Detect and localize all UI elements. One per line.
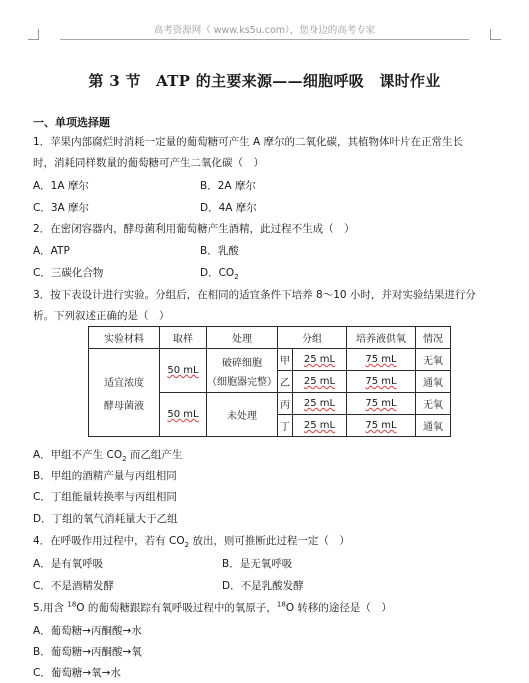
- table-header-row: [89, 327, 451, 349]
- q3-option-a: A．甲组不产生 $CO_2$ 而乙组产生: [33, 449, 183, 464]
- q1-option-b: B．2A 摩尔: [200, 180, 256, 192]
- oxygen-condition: 无氧: [416, 349, 451, 371]
- th-material: 实验材料: [89, 327, 160, 349]
- q1-stem-line1: 1．苹果内部腐烂时消耗一定量的葡萄糖可产生 A 摩尔的二氧化碳，其植物体叶片在正常生长: [33, 136, 464, 148]
- experiment-table: [88, 326, 451, 437]
- q2-option-d: D．$CO_2$: [200, 267, 239, 282]
- th-group: 分组: [278, 327, 347, 349]
- group-label: 甲: [278, 349, 293, 371]
- medium-volume: 75 mL: [347, 349, 416, 371]
- section-heading: 一、单项选择题: [33, 116, 110, 129]
- material-line2: 酵母菌液: [104, 400, 144, 412]
- group-label: 丁: [278, 415, 293, 437]
- q2-option-b: B．乳酸: [200, 245, 239, 257]
- q2-option-a: A．ATP: [33, 245, 70, 257]
- process-1-line1: 破碎细胞: [222, 357, 262, 369]
- q5-stem: 5.用含 $^{18}$O 的葡萄糖跟踪有氧呼吸过程中的氧原子，$^{18}$O 转移的途径是（ ）: [33, 600, 392, 614]
- q4-option-b: B．是无氧呼吸: [222, 558, 293, 570]
- oxygen-condition: 无氧: [416, 393, 451, 415]
- q3-option-d: D．丁组的氧气消耗量大于乙组: [33, 513, 178, 525]
- q2-stem: 2．在密闭容器内，酵母菌利用葡萄糖产生酒精，此过程不生成（ ）: [33, 223, 355, 235]
- group-volume: 25 mL: [293, 415, 347, 437]
- th-process: 处理: [207, 327, 278, 349]
- q5-option-a: A．葡萄糖→丙酮酸→水: [33, 625, 142, 637]
- table-row: [89, 349, 451, 371]
- q4-stem: 4．在呼吸作用过程中，若有 $CO_2$ 放出，则可推断此过程一定（ ）: [33, 535, 350, 550]
- medium-volume: 75 mL: [347, 393, 416, 415]
- th-oxygen-supply: 培养液供氧: [347, 327, 416, 349]
- q3-option-c: C．丁组能量转换率与丙组相同: [33, 491, 177, 503]
- q3-option-b: B．甲组的酒精产量与丙组相同: [33, 470, 177, 482]
- q1-option-c: C．3A 摩尔: [33, 202, 90, 214]
- q5-option-b: B．葡萄糖→丙酮酸→氧: [33, 646, 142, 658]
- oxygen-condition: 通氧: [416, 371, 451, 393]
- group-volume: 25 mL: [293, 349, 347, 371]
- medium-volume: 75 mL: [347, 415, 416, 437]
- q5-option-c: C．葡萄糖→氧→水: [33, 667, 121, 679]
- q4-option-d: D．不是乳酸发酵: [222, 580, 304, 592]
- group-label: 乙: [278, 371, 293, 393]
- q3-stem-line2: 析。下列叙述正确的是（ ）: [33, 310, 170, 322]
- q4-option-a: A．是有氧呼吸: [33, 558, 104, 570]
- sample-cell-1: 50 mL: [160, 349, 207, 393]
- group-volume: 25 mL: [293, 393, 347, 415]
- page-header: 高考资源网（ www.ks5u.com），您身边的高考专家: [153, 25, 376, 36]
- oxygen-condition: 通氧: [416, 415, 451, 437]
- q1-stem-line2: 时，消耗同样数量的葡萄糖可产生二氧化碳（ ）: [33, 157, 264, 169]
- q2-option-c: C．三碳化合物: [33, 267, 104, 279]
- q1-option-a: A．1A 摩尔: [33, 180, 89, 192]
- medium-volume: 75 mL: [347, 371, 416, 393]
- th-condition: 情况: [416, 327, 451, 349]
- process-cell-1: [207, 349, 278, 393]
- header-rule: [60, 39, 469, 40]
- material-cell: [89, 349, 160, 437]
- page-title: 第 3 节 ATP 的主要来源——细胞呼吸 课时作业: [88, 72, 441, 90]
- process-1-line2: （细胞器完整）: [207, 376, 277, 388]
- material-line1: 适宜浓度: [104, 377, 144, 389]
- process-cell-2: 未处理: [207, 393, 278, 437]
- group-volume: 25 mL: [293, 371, 347, 393]
- q3-stem-line1: 3．按下表设计进行实验。分组后，在相同的适宜条件下培养 8～10 小时，并对实验结果进行分: [33, 289, 476, 301]
- q4-option-c: C．不是酒精发酵: [33, 580, 114, 592]
- group-label: 丙: [278, 393, 293, 415]
- sample-cell-2: 50 mL: [160, 393, 207, 437]
- th-sample: 取样: [160, 327, 207, 349]
- q1-option-d: D．4A 摩尔: [200, 202, 257, 214]
